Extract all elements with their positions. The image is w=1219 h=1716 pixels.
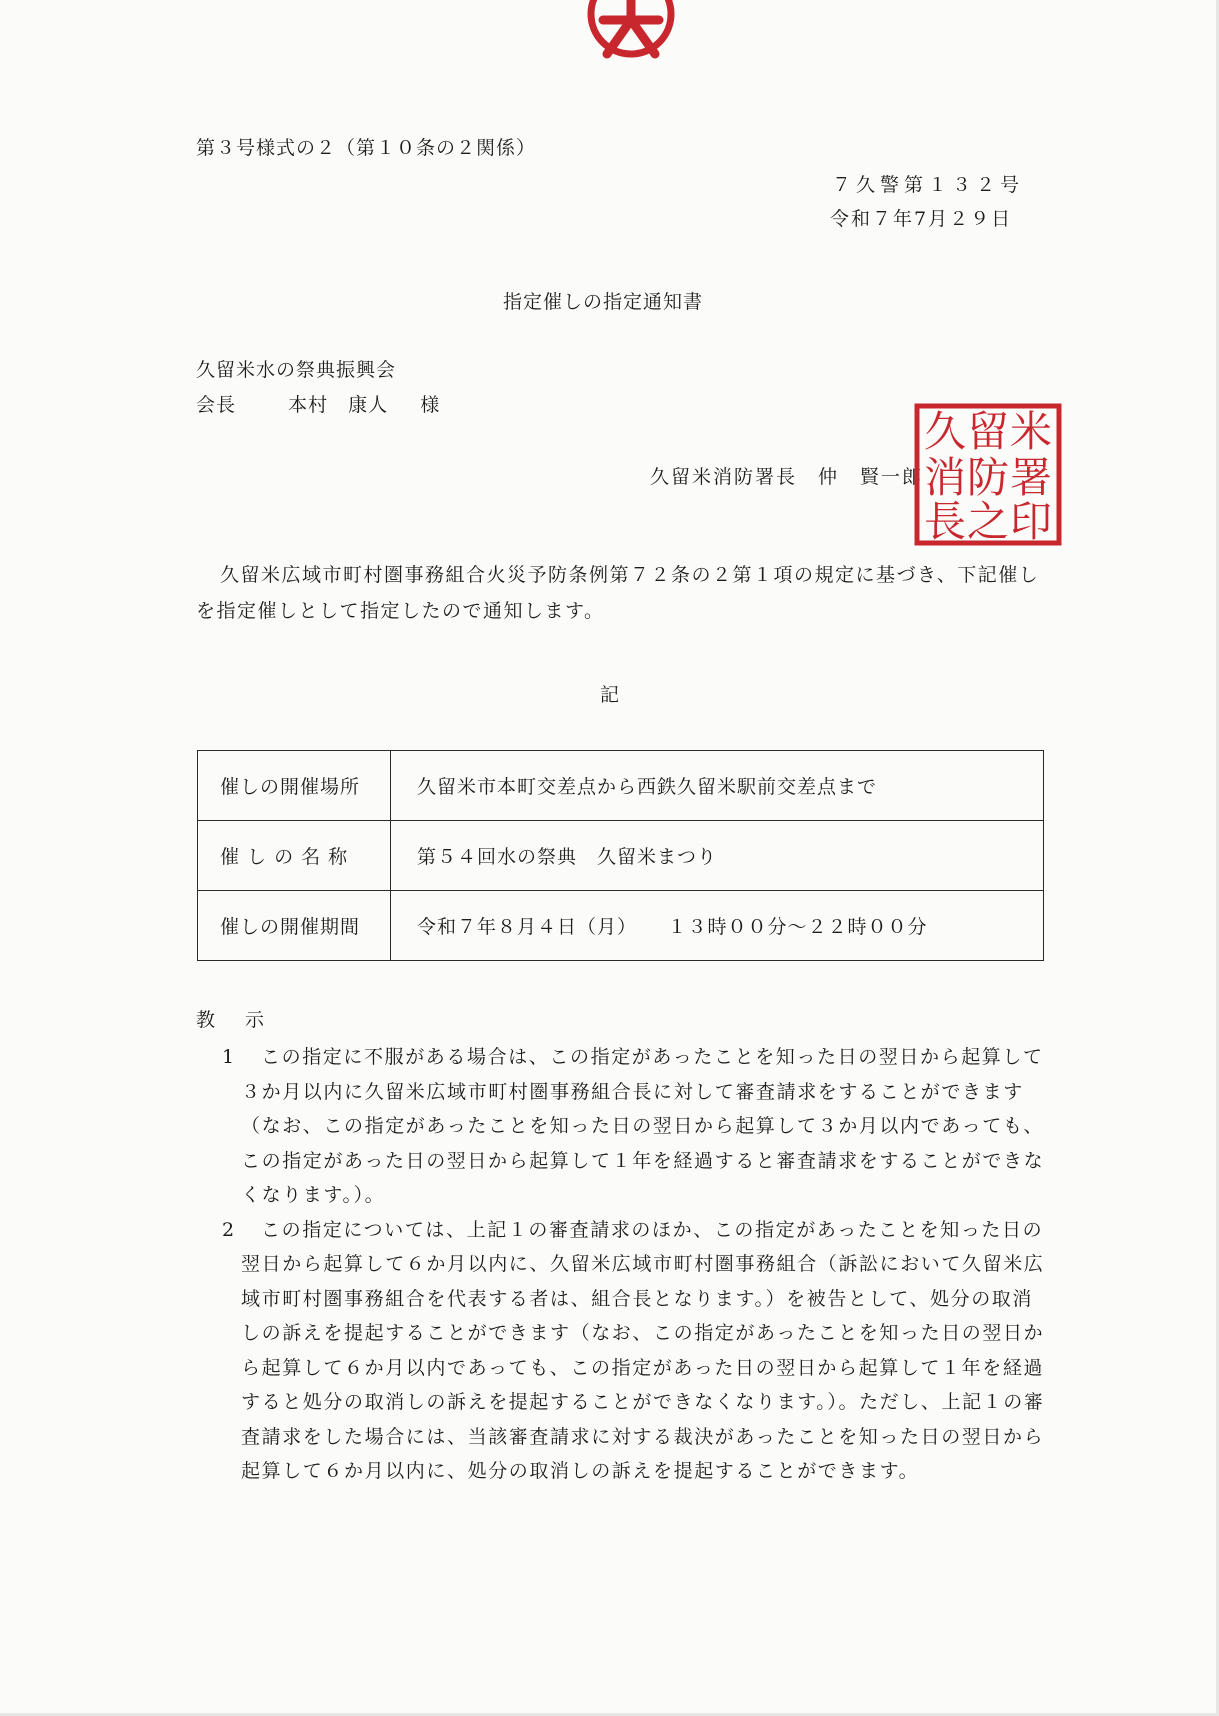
- details-label: 催しの開催場所: [198, 751, 391, 821]
- details-row: [198, 751, 1044, 821]
- seal-character: 長: [923, 497, 967, 546]
- details-row: [198, 821, 1044, 891]
- recipient-line: [196, 390, 440, 417]
- body-paragraph: 久留米広域市町村圏事務組合火災予防条例第７２条の２第１項の規定に基づき、下記催しを指定催しとして指定したので通知します。: [196, 564, 1040, 622]
- instruction-text: この指定に不服がある場合は、この指定があったことを知った日の翌日から起算して３か月以内に久留米広域市町村圏事務組合長に対して審査請求をすることができます（なお、この指定があったことを知った日の翌日から起算して３か月以内であっても、この指定があった日の翌日から起算して１年を経過すると審査請求をすることができなくなります。）。: [241, 1046, 1045, 1206]
- official-seal-icon: [913, 402, 1063, 547]
- body-text: [196, 557, 1056, 629]
- details-row: [198, 891, 1044, 961]
- instructions-heading: 教 示: [196, 1009, 277, 1031]
- seal-character: 防: [966, 453, 1010, 502]
- seal-character: 久: [923, 407, 967, 456]
- details-value: 久留米市本町交差点から西鉄久留米駅前交差点まで: [391, 751, 1044, 821]
- sender-name: 久留米消防署長 仲 賢一郎: [650, 466, 924, 488]
- seal-character: 米: [1009, 407, 1053, 456]
- details-value: 第５４回水の祭典 久留米まつり: [391, 821, 1044, 891]
- ki-label: 記: [600, 684, 621, 706]
- document-date: 令和７年7月２９日: [830, 208, 1013, 230]
- seal-character: 留: [966, 407, 1010, 456]
- top-seal-icon: [585, 0, 677, 60]
- instruction-item: [222, 1213, 1052, 1489]
- seal-character: 印: [1009, 497, 1053, 546]
- details-value: 令和７年８月４日（月） １３時００分～２２時００分: [391, 891, 1044, 961]
- document-number: ７久警第１３２号: [832, 174, 1025, 196]
- instruction-item: [222, 1040, 1052, 1213]
- recipient-role: 会長: [196, 394, 237, 416]
- instruction-text: この指定については、上記１の審査請求のほか、この指定があったことを知った日の翌日から起算して６か月以内に、久留米広域市町村圏事務組合（訴訟において久留米広域市町村圏事務組合を代表する者は、組合長となります。）を被告として、処分の取消しの訴えを提起することができます（なお、この指定があったことを知った日の翌日から起算して６か月以内であっても、この指定があった日の翌日から起算して１年を経過すると処分の取消しの訴えを提起することができなくなります。）。ただし、上記１の審査請求をした場合には、当該審査請求に対する裁決があったことを知った日の翌日から起算して６か月以内に、処分の取消しの訴えを提起することができます。: [241, 1218, 1045, 1482]
- recipient-name: 本村 康人: [288, 394, 389, 416]
- instruction-number: 2: [222, 1218, 236, 1241]
- details-label: 催しの開催期間: [198, 891, 391, 961]
- document-title: 指定催しの指定通知書: [503, 291, 704, 313]
- form-number: 第３号様式の２（第１０条の２関係）: [196, 137, 537, 159]
- seal-character: 署: [1009, 453, 1053, 502]
- recipient-organization: 久留米水の祭典振興会: [196, 359, 397, 381]
- instruction-number: 1: [222, 1046, 236, 1068]
- recipient-honorific: 様: [420, 394, 441, 416]
- instructions-list: [222, 1040, 1052, 1489]
- seal-character: 之: [966, 497, 1010, 546]
- seal-character: 消: [923, 453, 967, 502]
- details-label: 催 し の 名 称: [198, 821, 391, 891]
- details-table: [197, 750, 1044, 961]
